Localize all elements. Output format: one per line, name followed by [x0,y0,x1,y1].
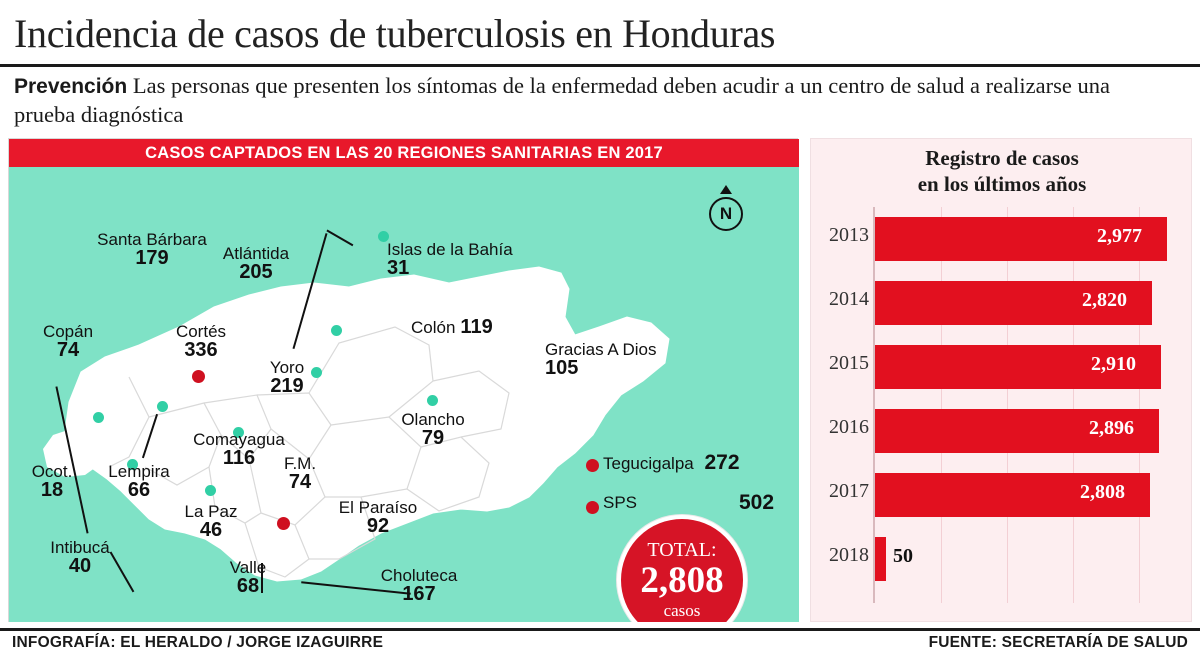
label-value: 66 [127,479,151,502]
map-label-intibuca [27,539,133,577]
label-name: Santa Bárbara [97,230,207,249]
map-label-olancho [381,411,485,449]
map-label-fm [267,455,333,493]
legend-value: 502 [739,491,775,514]
compass-label: N [719,204,733,223]
legend-dot-tegucigalpa [586,459,599,472]
bar-2018 [875,537,886,581]
compass-icon [709,197,743,231]
label-value: 74 [56,339,80,362]
map-label-lempira [87,463,191,501]
chart-row [811,277,1193,329]
label-name: El Paraíso [338,498,418,517]
map-panel [8,138,798,622]
label-name: Intibucá [50,538,110,557]
city-dot-tegucigalpa [277,517,290,530]
label-value: 119 [460,316,493,338]
label-name: Valle [229,558,267,577]
city-dot-cortes [192,370,205,383]
deck-text [14,72,1134,129]
chart-row [811,533,1193,585]
map-label-copan [23,323,113,361]
total-value: 2,808 [640,560,724,602]
chart-title-line1: Registro de casos [925,146,1079,170]
label-value: 40 [68,555,92,578]
label-value: 167 [402,583,436,606]
region-dot [157,401,168,412]
bar-value-2013: 2,977 [1097,225,1142,247]
map-label-islas-de-la-bahia [387,241,577,279]
bar-value-2017: 2,808 [1080,481,1125,503]
label-value: 68 [236,575,260,598]
label-name: Gracias A Dios [545,340,657,359]
chart-title-line2: en los últimos años [917,172,1087,196]
bar-value-2015: 2,910 [1091,353,1136,375]
bar-year-label: 2013 [829,224,869,246]
label-name: Yoro [269,358,305,377]
header-divider [0,64,1200,67]
map-label-el-paraiso [315,499,441,537]
bar-year-label: 2017 [829,480,869,502]
label-value: 336 [184,339,218,362]
bar-year-label: 2018 [829,544,869,566]
bar-value-2014: 2,820 [1082,289,1127,311]
map-label-choluteca [349,567,489,605]
chart-row [811,405,1193,457]
footer-divider [0,628,1200,631]
bar-year-label: 2014 [829,288,869,310]
chart-plot-area [811,207,1193,617]
label-name: F.M. [283,454,317,473]
map-label-valle [213,559,283,597]
label-name: Islas de la Bahía [387,240,513,259]
map-area [9,167,799,622]
legend-name: Tegucigalpa [603,454,694,473]
legend-sps [603,493,637,513]
region-dot [93,412,104,423]
label-name: Olancho [401,410,465,429]
region-dot [331,325,342,336]
chart-panel [810,138,1192,622]
label-name: Comayagua [193,430,285,449]
label-name: Lempira [108,462,170,481]
total-label: TOTAL: [647,539,717,562]
map-label-gracias-a-dios [545,340,657,380]
legend-name: SPS [603,493,638,512]
label-value: 105 [545,357,579,380]
chart-row [811,213,1193,265]
bar-value-2018: 50 [893,545,913,567]
label-name: Colón [411,318,456,337]
label-value: 74 [288,471,312,494]
deck-body: Las personas que presenten los síntomas de la enfermedad deben acudir a un centro de salud a realizarse una prueba diagnóstica [14,73,1110,127]
label-name: Cortés [175,322,227,341]
region-dot [427,395,438,406]
map-label-ocotepeque [21,463,83,501]
map-label-cortes [157,323,245,361]
chart-row [811,469,1193,521]
page-title: Incidencia de casos de tuberculosis en Honduras [14,11,776,56]
label-name: Ocot. [31,462,73,481]
chart-row [811,341,1193,393]
bar-year-label: 2015 [829,352,869,374]
label-name: La Paz [184,502,238,521]
legend-tegucigalpa [603,451,740,475]
label-value: 46 [199,519,223,542]
label-value: 92 [366,515,390,538]
chart-title [811,145,1193,197]
label-value: 31 [387,257,410,280]
credit-fuente: FUENTE: SECRETARÍA DE SALUD [928,634,1188,651]
total-unit: casos [663,600,701,620]
bar-value-2016: 2,896 [1089,417,1134,439]
map-label-santa-barbara [87,231,217,269]
legend-dot-sps [586,501,599,514]
label-value: 179 [135,247,169,270]
label-value: 219 [270,375,304,398]
label-name: Copán [42,322,94,341]
map-label-colon [411,317,493,337]
legend-value: 272 [704,451,740,474]
bar-year-label: 2016 [829,416,869,438]
label-value: 116 [222,447,256,470]
label-value: 205 [239,261,273,284]
region-dot [205,485,216,496]
label-value: 79 [421,427,445,450]
map-label-atlantida [201,245,311,283]
legend-sps-value [739,491,774,515]
label-name: Atlántida [222,244,290,263]
credit-infografia: INFOGRAFÍA: EL HERALDO / JORGE IZAGUIRRE [12,634,384,651]
map-banner: CASOS CAPTADOS EN LAS 20 REGIONES SANITARIAS EN 2017 [9,139,799,167]
compass-arrow-icon [720,185,732,194]
label-name: Choluteca [380,566,458,585]
map-label-yoro [247,359,327,397]
map-label-la-paz [169,503,253,541]
deck-lead: Prevención [14,75,128,98]
label-value: 18 [40,479,64,502]
